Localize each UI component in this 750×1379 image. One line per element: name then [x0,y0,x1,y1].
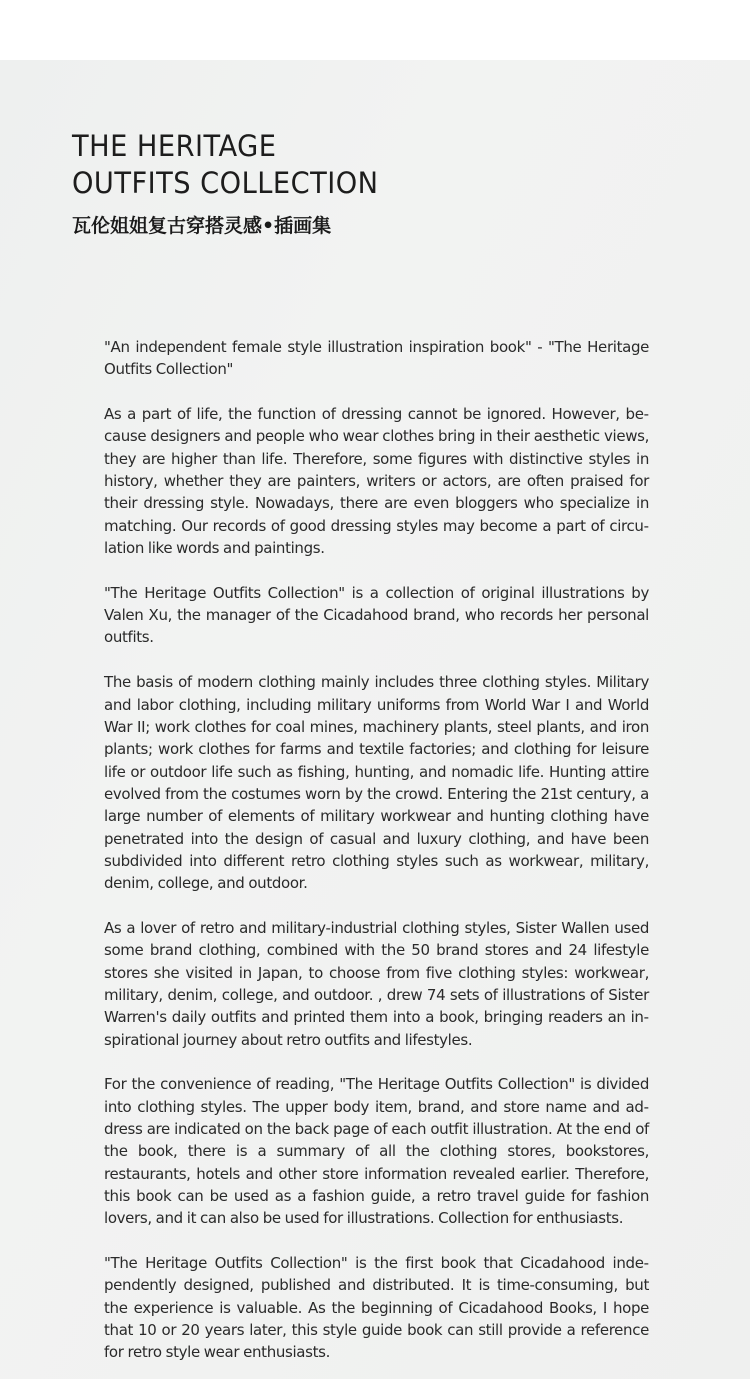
paragraph-retro-lover: As a lover of retro and military-industrial clothing styles, Sister Wallen used some brand clothing, combined with the 50 brand stores and 24 lifestyle stores she visited in Japan, to choose from five clothing styles: workwear, military, denim, college, and outdoor. , drew 74 sets of illustrations of Sister Warren's daily outfits and printed them into a book, bringing readers an inspirational journey about retro outfits and lifestyles. [104,918,649,1049]
paragraph-convenience: For the convenience of reading, "The Heritage Outfits Collection" is divided into clothing styles. The upper body item, brand, and store name and address are indicated on the back page of each outfit illustration. At the end of the book, there is a summary of all the clothing stores, bookstores, restaurants, hotels and other store information revealed earlier. Therefore, this book can be used as a fashion guide, a retro travel guide for fashion lovers, and it can also be used for illustrations. Collection for enthusiasts. [104,1075,649,1228]
paragraph-about-collection: "The Heritage Outfits Collection" is a collection of original illustrations by Valen Xu, the manager of the Cicadahood brand, who records her personal outfits. [104,583,649,647]
paragraph-first-book: "The Heritage Outfits Collection" is the first book that Cicadahood independently designed, published and distributed. It is time-consuming, but the experience is valuable. As the beginning of Cicadahood Books, I hope that 10 or 20 years later, this style guide book can still provide a reference for retro style wear enthusiasts. [104,1254,649,1362]
paragraph-dressing: As a part of life, the function of dressing cannot be ignored. However, because designers and people who wear clothes bring in their aesthetic views, they are higher than life. Therefore, some figures with distinctive styles in history, whether they are painters, writers or actors, are often praised for their dressing style. Nowadays, there are even bloggers who specialize in matching. Our records of good dressing styles may become a part of circulation like words and paintings. [104,405,649,558]
paragraph-tagline: "An independent female style illustration inspiration book" - "The Heritage Outfits Collection" [104,338,649,379]
description-body [104,336,649,1364]
title-line-1: THE HERITAGE [72,129,277,163]
paragraph-modern-clothing: The basis of modern clothing mainly includes three clothing styles. Military and labor clothing, including military uniforms from World War I and World War II; work clothes for coal mines, machinery plants, steel plants, and iron plants; work clothes for farms and textile factories; and clothing for leisure life or outdoor life such as fishing, hunting, and nomadic life. Hunting attire evolved from the costumes worn by the crowd. Entering the 21st century, a large number of elements of military workwear and hunting clothing have penetrated into the design of casual and luxury clothing, and have been subdivided into different retro clothing styles such as workwear, military, denim, college, and outdoor. [104,673,649,893]
page-title [72,128,379,202]
title-line-2: OUTFITS COLLECTION [72,166,379,200]
chinese-subtitle: 瓦伦姐姐复古穿搭灵感•插画集 [72,215,332,237]
